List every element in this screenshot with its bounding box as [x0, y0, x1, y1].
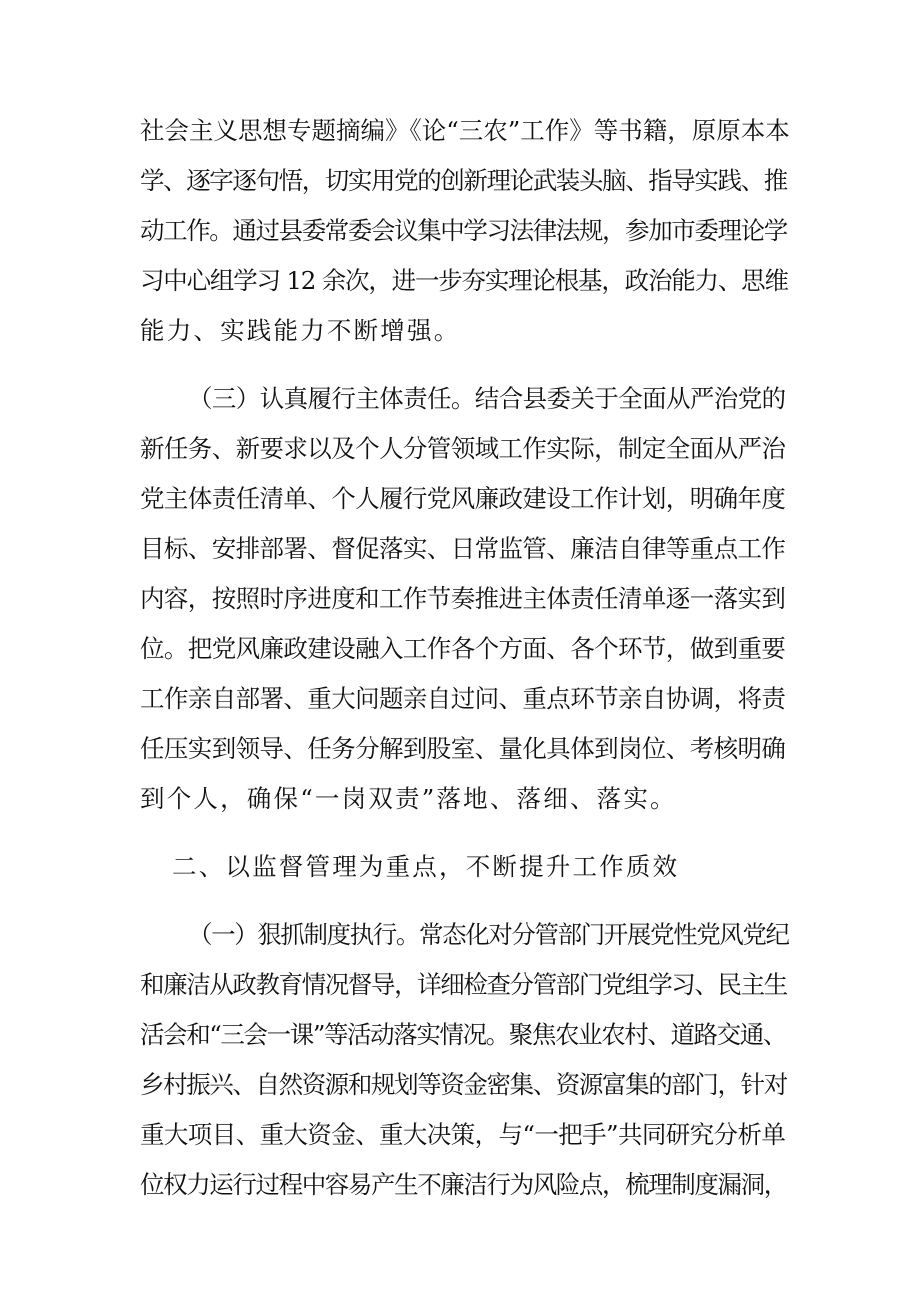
paragraph-3-line-2: 和廉洁从政教育情况督导，详细检查分管部门党组学习、民主生 — [140, 970, 787, 999]
paragraph-2-line-5: 内容，按照时序进度和工作节奏推进主体责任清单逐一落实到 — [140, 584, 786, 613]
paragraph-3-line-3: 活会和“三会一课”等活动落实情况。聚焦农业农村、道路交通、 — [140, 1020, 786, 1049]
paragraph-3-line-1: （一）狠抓制度执行。常态化对分管部门开展党性党风党纪 — [188, 920, 789, 949]
paragraph-2-line-9: 到个人，确保“一岗双责”落地、落细、落实。 — [140, 784, 677, 813]
paragraph-2-line-4: 目标、安排部署、督促落实、日常监管、廉洁自律等重点工作 — [140, 534, 786, 563]
paragraph-2-line-1: （三）认真履行主体责任。结合县委关于全面从严治党的 — [188, 384, 786, 413]
paragraph-3-line-4: 乡村振兴、自然资源和规划等资金密集、资源富集的部门，针对 — [140, 1070, 787, 1099]
paragraph-2-line-2: 新任务、新要求以及个人分管领域工作实际，制定全面从严治 — [140, 434, 786, 463]
paragraph-2-line-8: 任压实到领导、任务分解到股室、量化具体到岗位、考核明确 — [140, 734, 786, 763]
paragraph-1-line-5: 能力、实践能力不断增强。 — [140, 316, 461, 345]
section-heading: 二、以监督管理为重点，不断提升工作质效 — [172, 852, 680, 881]
paragraph-1-line-3: 动工作。通过县委常委会议集中学习法律法规，参加市委理论学 — [140, 216, 787, 245]
paragraph-1-line-4: 习中心组学习 12 余次，进一步夯实理论根基，政治能力、思维 — [140, 266, 788, 295]
paragraph-1-line-2: 学、逐字逐句悟，切实用党的创新理论武装头脑、指导实践、推 — [140, 166, 787, 195]
paragraph-3-line-5: 重大项目、重大资金、重大决策，与“一把手”共同研究分析单 — [140, 1120, 786, 1149]
paragraph-2-line-3: 党主体责任清单、个人履行党风廉政建设工作计划，明确年度 — [140, 484, 786, 513]
paragraph-3-line-6: 位权力运行过程中容易产生不廉洁行为风险点，梳理制度漏洞， — [140, 1170, 787, 1199]
paragraph-2-line-7: 工作亲自部署、重大问题亲自过问、重点环节亲自协调，将责 — [140, 684, 786, 713]
paragraph-1-line-1: 社会主义思想专题摘编》《论“三农”工作》等书籍，原原本本 — [140, 116, 790, 145]
paragraph-2-line-6: 位。把党风廉政建设融入工作各个方面、各个环节，做到重要 — [140, 634, 786, 663]
